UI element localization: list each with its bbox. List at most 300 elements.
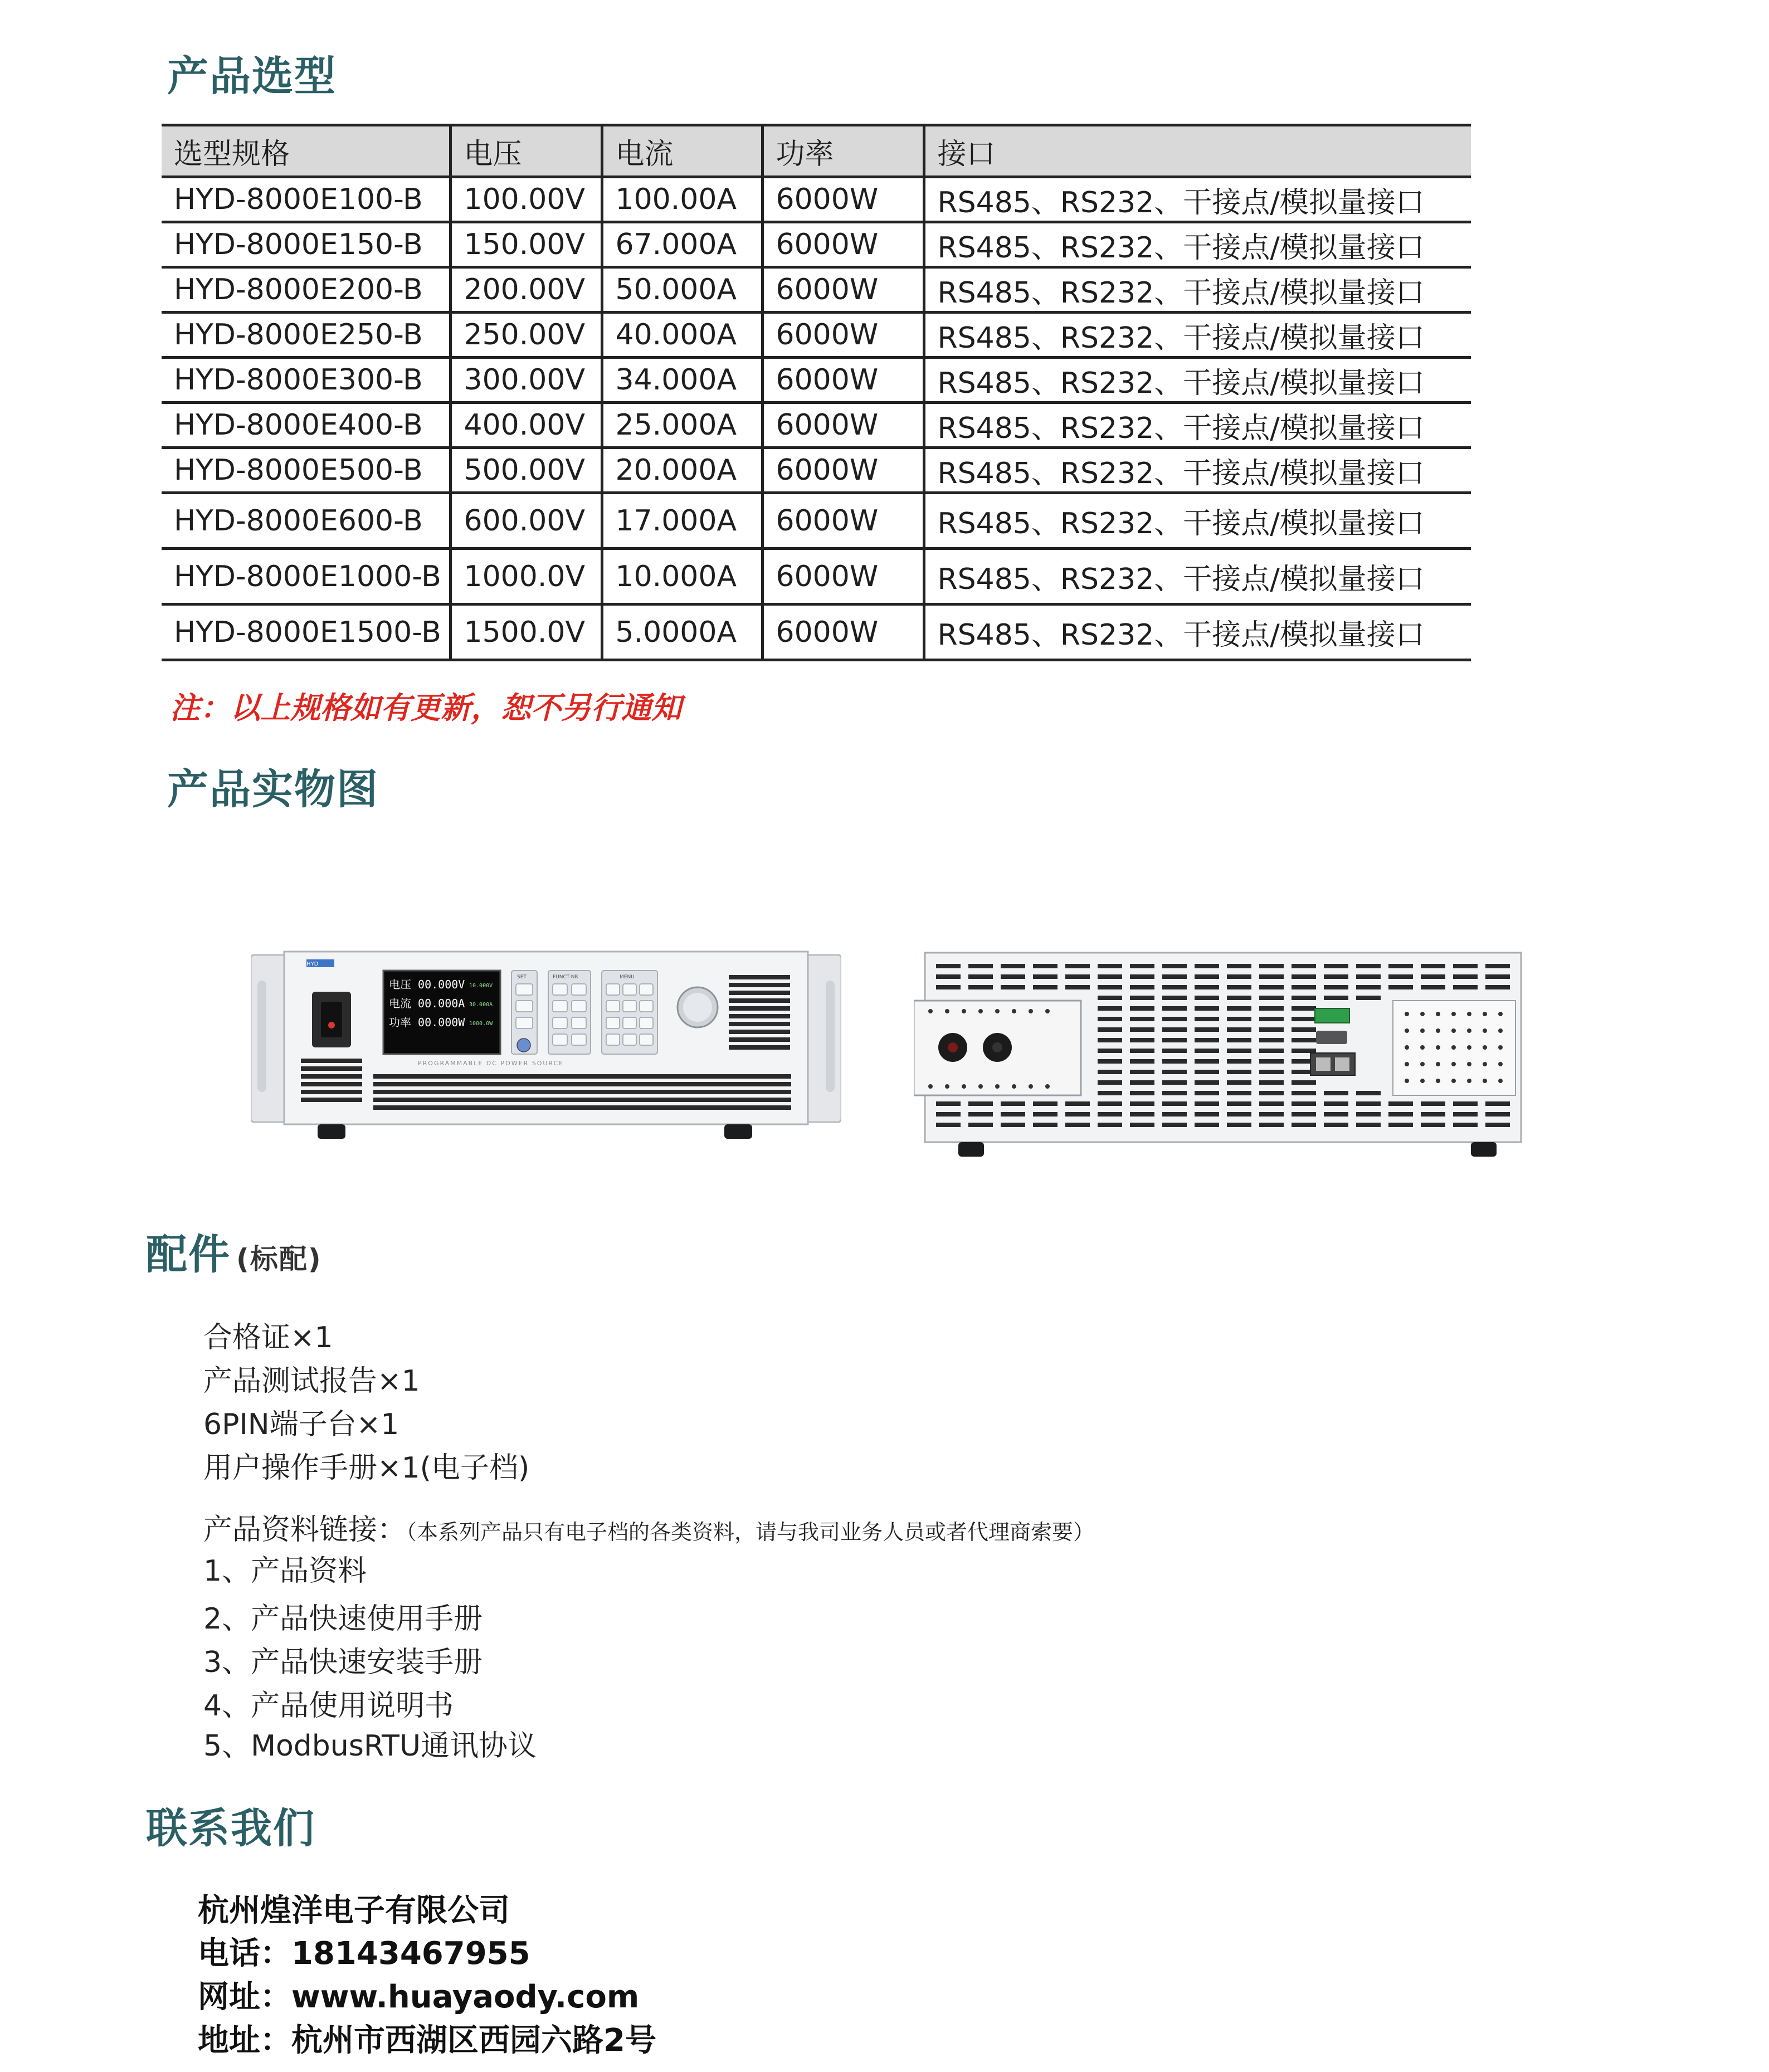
vent-slot xyxy=(1065,985,1090,989)
vent-slot xyxy=(1130,964,1154,968)
cell-interface: RS485、RS232、干接点/模拟量接口 xyxy=(924,267,1471,313)
vent-slot xyxy=(1227,996,1251,1000)
cell-current: 5.0000A xyxy=(602,604,762,660)
cell-voltage: 100.00V xyxy=(450,177,602,222)
key-group-funct: FUNCT-NR xyxy=(553,974,578,980)
vent-slot xyxy=(1388,1101,1413,1106)
vent-slot xyxy=(1227,1049,1251,1053)
vent-slot xyxy=(1130,1006,1154,1011)
lcd-line-1: 电压 00.000V xyxy=(389,978,465,991)
cell-voltage: 1500.0V xyxy=(450,604,602,660)
vent-slot xyxy=(1130,1123,1154,1127)
vent-slot xyxy=(1130,1027,1154,1032)
vent-slot xyxy=(1453,1112,1478,1117)
vent-slot xyxy=(1001,985,1025,989)
list-item: 用户操作手册×1(电子档) xyxy=(203,1451,530,1485)
cell-interface: RS485、RS232、干接点/模拟量接口 xyxy=(924,313,1471,358)
vent-slot xyxy=(1388,1123,1413,1127)
lcd-set-1: 10.000V xyxy=(469,983,493,989)
table-row xyxy=(162,448,1471,493)
vent-slot xyxy=(1421,1101,1445,1106)
vent-slot xyxy=(1162,1080,1187,1085)
cell-voltage: 400.00V xyxy=(450,403,602,448)
vent-slot xyxy=(1065,1101,1090,1106)
vent-slot xyxy=(1130,1017,1154,1021)
photo-title: 产品实物图 xyxy=(167,766,379,813)
list-item: 5、ModbusRTU通讯协议 xyxy=(203,1729,537,1763)
vent-dot xyxy=(1451,1062,1456,1066)
cell-current: 40.000A xyxy=(602,313,762,358)
vent-slot xyxy=(1098,1112,1122,1117)
vent-slot xyxy=(1162,1038,1187,1042)
vent-dot xyxy=(1498,1012,1503,1016)
vent-slot xyxy=(1292,964,1316,968)
vent-slot xyxy=(1259,1059,1284,1064)
vent-dot xyxy=(1405,1028,1409,1033)
vent-slot xyxy=(1130,1059,1154,1064)
contact-website: 网址：www.huayaody.com xyxy=(198,1979,640,2015)
vent-slot xyxy=(1421,985,1445,989)
vent-slot xyxy=(1195,1017,1219,1021)
contact-address: 地址：杭州市西湖区西园六路2号 xyxy=(198,2022,656,2059)
vent-slot xyxy=(1259,1027,1284,1032)
cell-power: 6000W xyxy=(762,267,924,313)
cell-interface: RS485、RS232、干接点/模拟量接口 xyxy=(924,358,1471,403)
cell-current: 34.000A xyxy=(602,358,762,403)
vent-dot xyxy=(1420,1079,1425,1083)
cell-interface: RS485、RS232、干接点/模拟量接口 xyxy=(924,493,1471,549)
list-item: 合格证×1 xyxy=(203,1321,333,1354)
vent-slot xyxy=(1356,1091,1381,1095)
table-row xyxy=(162,267,1471,313)
vent-dot xyxy=(1467,1012,1471,1016)
vent-dot xyxy=(1467,1028,1471,1033)
vent-dot xyxy=(1405,1012,1409,1016)
table-row xyxy=(162,604,1471,660)
vent-dot xyxy=(1483,1012,1487,1016)
vent-slot xyxy=(1065,974,1090,979)
vent-slot xyxy=(1195,1080,1219,1085)
accessories-title xyxy=(146,1231,322,1279)
vent-slot xyxy=(1388,964,1413,968)
vent-dot xyxy=(1405,1062,1409,1066)
cell-interface: RS485、RS232、干接点/模拟量接口 xyxy=(924,403,1471,448)
vent-slot xyxy=(1292,985,1316,989)
cell-voltage: 200.00V xyxy=(450,267,602,313)
vent-slot xyxy=(1453,1123,1478,1127)
vent-slot xyxy=(1195,974,1219,979)
vent-slot xyxy=(1195,1049,1219,1053)
vent-slot xyxy=(1227,974,1251,979)
vent-slot xyxy=(936,974,961,979)
list-item: 产品测试报告×1 xyxy=(203,1364,420,1398)
links-intro xyxy=(203,1513,1095,1547)
vent-slot xyxy=(936,964,961,968)
links-intro-note: （本系列产品只有电子档的各类资料，请与我司业务人员或者代理商索要） xyxy=(406,1520,1095,1544)
vent-slot xyxy=(1195,1091,1219,1095)
vent-slot xyxy=(1162,1123,1187,1127)
vent-dot xyxy=(1420,1062,1425,1066)
cell-current: 50.000A xyxy=(602,267,762,313)
cell-model: HYD-8000E100-B xyxy=(162,177,450,222)
contact-company: 杭州煌洋电子有限公司 xyxy=(198,1893,510,1929)
cell-power: 6000W xyxy=(762,222,924,267)
cell-model: HYD-8000E600-B xyxy=(162,493,450,549)
list-item: 1、产品资料 xyxy=(203,1554,367,1588)
vent-slot xyxy=(1001,964,1025,968)
vent-dot xyxy=(1436,1079,1440,1083)
vent-slot xyxy=(1388,1112,1413,1117)
cell-current: 100.00A xyxy=(602,177,762,222)
vent-slot xyxy=(1195,964,1219,968)
vent-dot xyxy=(1467,1062,1471,1066)
table-row xyxy=(162,313,1471,358)
vent-slot xyxy=(1421,964,1445,968)
vent-dot xyxy=(1420,1045,1425,1050)
header-power: 功率 xyxy=(762,125,924,177)
vent-slot xyxy=(1195,1006,1219,1011)
vent-slot xyxy=(1130,1070,1154,1074)
vent-slot xyxy=(1065,1123,1090,1127)
vent-slot xyxy=(1195,1123,1219,1127)
vent-slot xyxy=(1098,1091,1122,1095)
cell-model: HYD-8000E400-B xyxy=(162,403,450,448)
vent-dot xyxy=(1405,1079,1409,1083)
vent-slot xyxy=(1098,1006,1122,1011)
vent-slot xyxy=(1130,974,1154,979)
vent-slot xyxy=(1098,1080,1122,1085)
vent-dot xyxy=(1451,1045,1456,1050)
spec-note: 注：以上规格如有更新，恕不另行通知 xyxy=(170,690,681,725)
brand-label: HYD xyxy=(306,961,319,967)
vent-slot xyxy=(1162,1059,1187,1064)
vent-slot xyxy=(1259,974,1284,979)
vent-slot xyxy=(1356,974,1381,979)
lcd-set-3: 1000.0W xyxy=(469,1021,493,1027)
vent-slot xyxy=(1388,985,1413,989)
vent-slot xyxy=(968,974,993,979)
vent-slot xyxy=(968,1112,993,1117)
vent-slot xyxy=(1033,1101,1057,1106)
vent-slot xyxy=(1098,996,1122,1000)
cell-power: 6000W xyxy=(762,604,924,660)
vent-slot xyxy=(1065,1112,1090,1117)
vent-slot xyxy=(1001,1123,1025,1127)
vent-slot xyxy=(1324,985,1348,989)
table-row xyxy=(162,222,1471,267)
vent-slot xyxy=(1485,1123,1510,1127)
cell-power: 6000W xyxy=(762,448,924,493)
cell-power: 6000W xyxy=(762,403,924,448)
vent-dot xyxy=(1483,1045,1487,1050)
lcd-line-3: 功率 00.000W xyxy=(389,1016,465,1029)
vent-slot xyxy=(1259,1070,1284,1074)
table-row xyxy=(162,358,1471,403)
key-group-set: SET xyxy=(517,974,527,980)
vent-slot xyxy=(1130,1049,1154,1053)
vent-slot xyxy=(1130,1080,1154,1085)
header-model: 选型规格 xyxy=(162,125,450,177)
vent-slot xyxy=(1453,964,1478,968)
vent-slot xyxy=(1227,1091,1251,1095)
vent-slot xyxy=(1259,1006,1284,1011)
cell-voltage: 150.00V xyxy=(450,222,602,267)
vent-slot xyxy=(1292,1101,1316,1106)
vent-dot xyxy=(1498,1062,1503,1066)
vent-slot xyxy=(936,1112,961,1117)
vent-slot xyxy=(1195,985,1219,989)
vent-slot xyxy=(1162,985,1187,989)
vent-slot xyxy=(1033,974,1057,979)
vent-slot xyxy=(1292,974,1316,979)
cell-power: 6000W xyxy=(762,493,924,549)
cell-interface: RS485、RS232、干接点/模拟量接口 xyxy=(924,448,1471,493)
vent-slot xyxy=(1033,985,1057,989)
vent-slot xyxy=(968,1101,993,1106)
vent-slot xyxy=(1324,964,1348,968)
vent-slot xyxy=(1162,1027,1187,1032)
vent-slot xyxy=(1098,985,1122,989)
cell-model: HYD-8000E500-B xyxy=(162,448,450,493)
vent-slot xyxy=(1259,1123,1284,1127)
cell-current: 25.000A xyxy=(602,403,762,448)
lcd-line-2: 电流 00.000A xyxy=(389,997,465,1010)
vent-slot xyxy=(1001,1112,1025,1117)
vent-dot xyxy=(1483,1028,1487,1033)
vent-slot xyxy=(1001,974,1025,979)
vent-slot xyxy=(1227,1123,1251,1127)
table-row xyxy=(162,493,1471,549)
cell-current: 10.000A xyxy=(602,549,762,604)
vent-slot xyxy=(1356,1112,1381,1117)
vent-dot xyxy=(1405,1045,1409,1050)
vent-slot xyxy=(1485,1101,1510,1106)
vent-slot xyxy=(1292,996,1316,1000)
vent-slot xyxy=(1001,1101,1025,1106)
vent-slot xyxy=(1098,1017,1122,1021)
vent-slot xyxy=(936,1101,961,1106)
vent-dot xyxy=(1420,1028,1425,1033)
vent-slot xyxy=(1162,1006,1187,1011)
vent-slot xyxy=(1098,1059,1122,1064)
vent-slot xyxy=(1485,1112,1510,1117)
vent-slot xyxy=(1453,1101,1478,1106)
vent-slot xyxy=(1485,964,1510,968)
vent-slot xyxy=(1485,985,1510,989)
header-current: 电流 xyxy=(602,125,762,177)
vent-slot xyxy=(1356,964,1381,968)
vent-slot xyxy=(1292,1049,1316,1053)
vent-slot xyxy=(1259,985,1284,989)
vent-slot xyxy=(968,964,993,968)
vent-slot xyxy=(1421,1123,1445,1127)
vent-slot xyxy=(1130,985,1154,989)
vent-slot xyxy=(1195,1059,1219,1064)
table-row xyxy=(162,403,1471,448)
vent-slot xyxy=(1356,1123,1381,1127)
vent-slot xyxy=(1130,1091,1154,1095)
vent-slot xyxy=(1162,1017,1187,1021)
vent-slot xyxy=(1421,974,1445,979)
vent-slot xyxy=(1227,1027,1251,1032)
vent-slot xyxy=(1065,964,1090,968)
vent-slot xyxy=(1292,1091,1316,1095)
cell-interface: RS485、RS232、干接点/模拟量接口 xyxy=(924,604,1471,660)
cell-model: HYD-8000E1000-B xyxy=(162,549,450,604)
vent-dot xyxy=(1483,1062,1487,1066)
vent-slot xyxy=(1324,1123,1348,1127)
vent-slot xyxy=(1162,974,1187,979)
key-group-menu: MENU xyxy=(620,974,635,980)
vent-slot xyxy=(1259,1049,1284,1053)
table-header-row xyxy=(162,125,1471,177)
vent-dot xyxy=(1498,1028,1503,1033)
vent-slot xyxy=(1195,1027,1219,1032)
cell-voltage: 600.00V xyxy=(450,493,602,549)
vent-slot xyxy=(1324,974,1348,979)
vent-slot xyxy=(1195,996,1219,1000)
vent-slot xyxy=(1292,1027,1316,1032)
vent-slot xyxy=(1098,1101,1122,1106)
vent-slot xyxy=(1259,1091,1284,1095)
cell-power: 6000W xyxy=(762,177,924,222)
vent-slot xyxy=(1227,964,1251,968)
vent-slot xyxy=(1227,1080,1251,1085)
links-intro-label: 产品资料链接： xyxy=(203,1513,407,1547)
cell-voltage: 1000.0V xyxy=(450,549,602,604)
vent-slot xyxy=(1292,1112,1316,1117)
vent-slot xyxy=(1292,1080,1316,1085)
vent-slot xyxy=(1324,1091,1348,1095)
vent-slot xyxy=(1324,996,1348,1000)
vent-slot xyxy=(1292,1123,1316,1127)
vent-slot xyxy=(1324,1101,1348,1106)
list-item: 3、产品快速安装手册 xyxy=(203,1646,483,1679)
vent-slot xyxy=(968,1123,993,1127)
vent-slot xyxy=(1227,1070,1251,1074)
contact-phone: 电话：18143467955 xyxy=(198,1936,530,1972)
vent-slot xyxy=(1485,974,1510,979)
cell-interface: RS485、RS232、干接点/模拟量接口 xyxy=(924,549,1471,604)
cell-interface: RS485、RS232、干接点/模拟量接口 xyxy=(924,222,1471,267)
vent-slot xyxy=(1259,964,1284,968)
vent-slot xyxy=(1162,1101,1187,1106)
table-row xyxy=(162,177,1471,222)
vent-dot xyxy=(1451,1012,1456,1016)
panel-label: PROGRAMMABLE DC POWER SOURCE xyxy=(418,1060,564,1067)
vent-slot xyxy=(1162,1112,1187,1117)
vent-slot xyxy=(1356,996,1381,1000)
vent-slot xyxy=(1162,1049,1187,1053)
list-item: 4、产品使用说明书 xyxy=(203,1689,454,1723)
vent-slot xyxy=(1130,1101,1154,1106)
vent-slot xyxy=(1098,1070,1122,1074)
vent-slot xyxy=(1227,1006,1251,1011)
vent-dot xyxy=(1436,1028,1440,1033)
vent-slot xyxy=(1195,1038,1219,1042)
vent-slot xyxy=(1292,1017,1316,1021)
cell-voltage: 500.00V xyxy=(450,448,602,493)
cell-model: HYD-8000E1500-B xyxy=(162,604,450,660)
vent-dot xyxy=(1451,1028,1456,1033)
vent-dot xyxy=(1420,1012,1425,1016)
vent-slot xyxy=(1227,1038,1251,1042)
cell-model: HYD-8000E250-B xyxy=(162,313,450,358)
header-interface: 接口 xyxy=(924,125,1471,177)
cell-current: 20.000A xyxy=(602,448,762,493)
vent-slot xyxy=(1453,974,1478,979)
vent-dot xyxy=(1436,1045,1440,1050)
vent-slot xyxy=(1227,1101,1251,1106)
accessories-title-sub: (标配) xyxy=(236,1243,322,1275)
vent-slot xyxy=(1098,974,1122,979)
vent-slot xyxy=(1259,1017,1284,1021)
vent-slot xyxy=(1098,964,1122,968)
vent-dot xyxy=(1451,1079,1456,1083)
device-rear-image xyxy=(914,947,1532,1159)
vent-slot xyxy=(936,985,961,989)
vent-slot xyxy=(1098,1038,1122,1042)
vent-slot xyxy=(1227,1017,1251,1021)
vent-dot xyxy=(1498,1079,1503,1083)
cell-voltage: 300.00V xyxy=(450,358,602,403)
vent-slot xyxy=(1356,985,1381,989)
vent-slot xyxy=(1453,985,1478,989)
vent-dot xyxy=(1498,1045,1503,1050)
vent-slot xyxy=(1195,1101,1219,1106)
vent-slot xyxy=(1162,964,1187,968)
vent-dot xyxy=(1483,1079,1487,1083)
vent-slot xyxy=(1033,1112,1057,1117)
vent-slot xyxy=(1130,996,1154,1000)
cell-current: 17.000A xyxy=(602,493,762,549)
contact-title: 联系我们 xyxy=(146,1805,315,1852)
device-front-image xyxy=(251,947,841,1142)
vent-slot xyxy=(1227,1059,1251,1064)
vent-slot xyxy=(1195,1112,1219,1117)
cell-current: 67.000A xyxy=(602,222,762,267)
vent-dot xyxy=(1467,1045,1471,1050)
vent-slot xyxy=(1388,974,1413,979)
vent-slot xyxy=(1195,1070,1219,1074)
vent-slot xyxy=(936,1123,961,1127)
vent-slot xyxy=(1162,1091,1187,1095)
vent-slot xyxy=(1227,1112,1251,1117)
spec-table xyxy=(162,124,1471,661)
selection-title: 产品选型 xyxy=(167,52,337,100)
vent-slot xyxy=(1098,1027,1122,1032)
vent-dot xyxy=(1436,1012,1440,1016)
vent-slot xyxy=(1162,996,1187,1000)
cell-interface: RS485、RS232、干接点/模拟量接口 xyxy=(924,177,1471,222)
vent-dot xyxy=(1467,1079,1471,1083)
vent-dot xyxy=(1436,1062,1440,1066)
vent-slot xyxy=(1356,1101,1381,1106)
cell-model: HYD-8000E200-B xyxy=(162,267,450,313)
vent-slot xyxy=(1421,1112,1445,1117)
cell-model: HYD-8000E150-B xyxy=(162,222,450,267)
accessories-title-main: 配件 xyxy=(146,1231,231,1279)
vent-slot xyxy=(1259,996,1284,1000)
cell-power: 6000W xyxy=(762,549,924,604)
vent-slot xyxy=(1259,1038,1284,1042)
vent-slot xyxy=(1259,1080,1284,1085)
vent-slot xyxy=(1324,1112,1348,1117)
cell-model: HYD-8000E300-B xyxy=(162,358,450,403)
vent-slot xyxy=(1130,1038,1154,1042)
vent-slot xyxy=(1033,964,1057,968)
vent-slot xyxy=(1130,1112,1154,1117)
